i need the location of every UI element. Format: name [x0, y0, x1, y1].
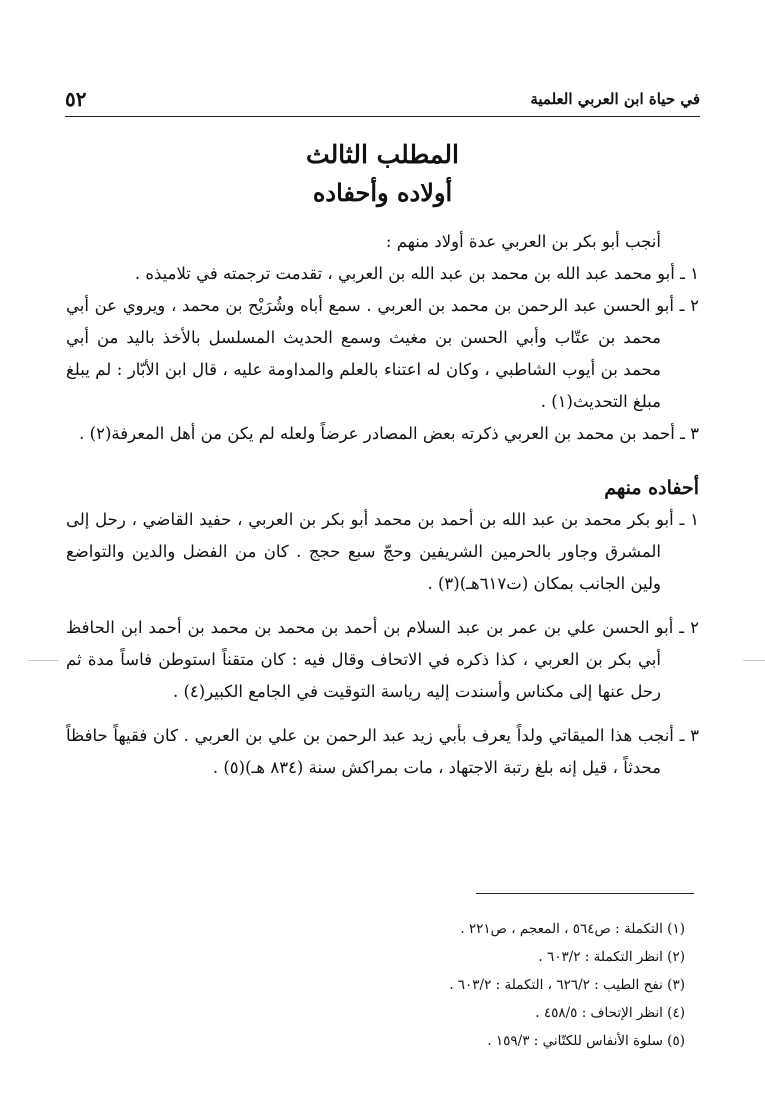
footnote-2: (٢) انظر التكملة : ٦٠٣/٢ .	[538, 949, 685, 965]
footnote-4: (٤) انظر الإتحاف : ٤٥٨/٥ .	[535, 1005, 685, 1021]
page-header	[65, 82, 700, 117]
footnote-1: (١) التكملة : ص٥٦٤ ، المعجم ، ص٢٢١ .	[460, 921, 685, 937]
grandchild-item-2: ٢ ـ أبو الحسن علي بن عمر بن عبد السلام بن أحمد بن محمد بن محمد بن أحمد ابن الحافظ أبي بكر بن العربي ، كذا ذكره في الاتحاف وقال فيه : كان متقناً استوطن فاساً مدة ثم رحل عنها إلى مكناس وأسندت إليه رياسة التوقيت في الجامع الكبير(٤) .	[66, 618, 699, 701]
scan-edge-mark	[28, 660, 58, 661]
grandchildren-heading: أحفاده منهم	[604, 477, 699, 499]
footnote-5: (٥) سلوة الأنفاس للكتّاني : ١٥٩/٣ .	[487, 1033, 685, 1049]
main-text	[66, 226, 699, 784]
grandchild-item-1: ١ ـ أبو بكر محمد بن عبد الله بن أحمد بن محمد أبو بكر بن العربي ، حفيد القاضي ، رحل إلى المشرق وجاور بالحرمين الشريفين وحجّ سبع حجج . كان من الفضل والدين والتواضع ولين الجانب بمكان (ت٦١٧هـ)(٣) .	[66, 510, 699, 593]
running-title: في حياة ابن العربي العلمية	[530, 90, 700, 108]
footnote-3: (٣) نفح الطيب : ٦٢٦/٢ ، التكملة : ٦٠٣/٢ .	[449, 977, 685, 993]
intro-line: أنجب أبو بكر بن العربي عدة أولاد منهم :	[385, 232, 661, 251]
child-item-3: ٣ ـ أحمد بن محمد بن العربي ذكرته بعض المصادر عرضاً ولعله لم يكن من أهل المعرفة(٢) .	[79, 424, 699, 443]
page-number: ٥٢	[65, 87, 87, 111]
footnote-separator	[476, 893, 694, 894]
child-item-2: ٢ ـ أبو الحسن عبد الرحمن بن محمد بن العربي . سمع أباه وشُرَيْح بن محمد ، ويروي عن أبي محمد بن عتّاب وأبي الحسن بن مغيث وسمع الحديث المسلسل بالأخذ باليد من أبي محمد بن أيوب الشاطبي ، وكان له اعتناء بالعلم والمداومة عليه ، قال ابن الأبّار : لم يبلغ مبلغ التحديث(١) .	[66, 296, 699, 411]
grandchild-item-3: ٣ ـ أنجب هذا الميقاتي ولداً يعرف بأبي زيد عبد الرحمن بن علي بن العربي . كان فقيهاً حافظاً محدثاً ، قيل إنه بلغ رتبة الاجتهاد ، مات بمراكش سنة (٨٣٤ هـ)(٥) .	[66, 726, 699, 777]
footnotes	[80, 915, 685, 1055]
section-title: المطلب الثالث	[306, 140, 459, 169]
child-item-1: ١ ـ أبو محمد عبد الله بن محمد بن عبد الله بن العربي ، تقدمت ترجمته في تلاميذه .	[134, 264, 699, 283]
section-subtitle: أولاده وأحفاده	[312, 178, 453, 207]
scan-edge-mark	[743, 660, 765, 661]
